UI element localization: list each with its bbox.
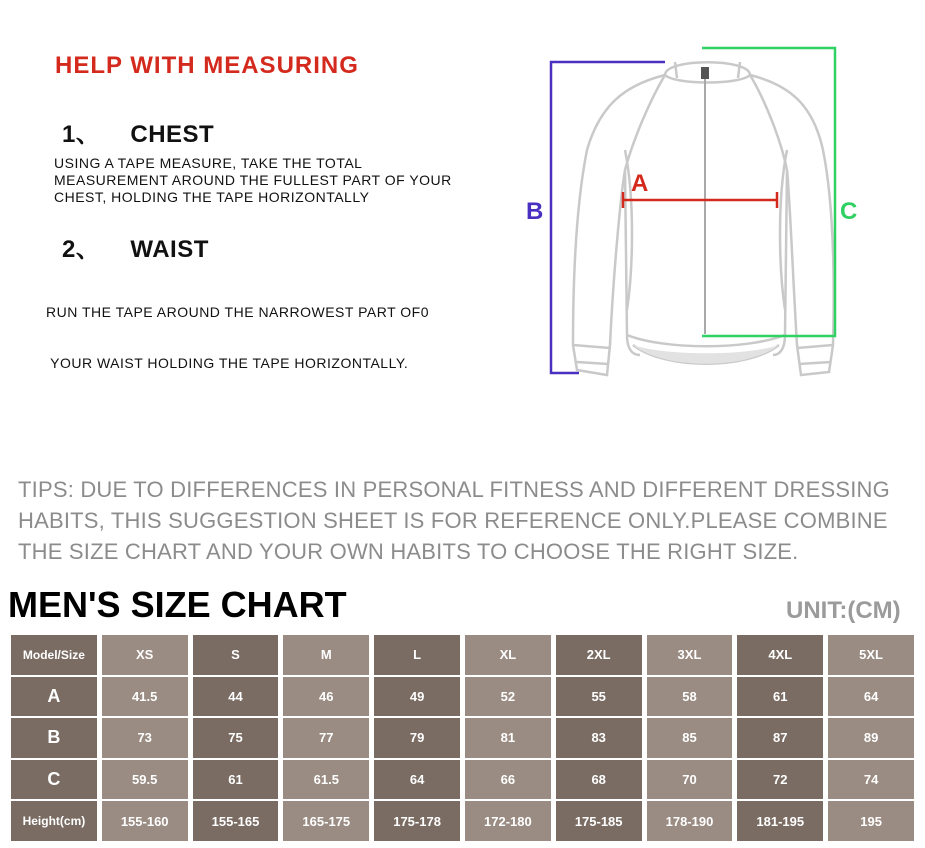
table-cell: 68 [555,759,643,801]
tips-line: THE SIZE CHART AND YOUR OWN HABITS TO CHOOSE THE RIGHT SIZE. [18,539,799,564]
step-1-line: CHEST, HOLDING THE TAPE HORIZONTALLY [54,189,370,205]
step-2-name: WAIST [130,236,209,263]
size-column-header: L [373,634,461,676]
step-1-number: 1、 [62,121,101,148]
table-cell: 64 [373,759,461,801]
table-cell: 172-180 [464,800,552,842]
table-cell: 58 [646,676,734,718]
table-cell: 52 [464,676,552,718]
step-2-number: 2、 [62,236,101,263]
size-chart-table [7,634,918,842]
table-cell: 155-165 [192,800,280,842]
table-row [10,676,915,718]
table-row [10,800,915,842]
zipper-pull [701,67,709,79]
step-1-heading [62,114,214,149]
table-cell: 41.5 [101,676,189,718]
jersey-hem-band [633,345,779,364]
table-cell: 75 [192,717,280,759]
table-cell: 175-178 [373,800,461,842]
row-label: C [10,759,98,801]
help-title: HELP WITH MEASURING [55,52,359,79]
table-cell: 49 [373,676,461,718]
table-cell: 87 [736,717,824,759]
table-cell: 61 [192,759,280,801]
jersey-outline [573,62,834,375]
jersey-measurement-diagram [515,40,895,390]
step-1-line: USING A TAPE MEASURE, TAKE THE TOTAL [54,155,363,171]
table-cell: 85 [646,717,734,759]
table-row [10,717,915,759]
table-cell: 79 [373,717,461,759]
row-label: Height(cm) [10,800,98,842]
step-1-line: MEASUREMENT AROUND THE FULLEST PART OF YOUR [54,172,452,188]
table-cell: 77 [282,717,370,759]
table-cell: 89 [827,717,915,759]
size-column-header: 5XL [827,634,915,676]
table-cell: 74 [827,759,915,801]
table-cell: 64 [827,676,915,718]
table-cell: 61.5 [282,759,370,801]
table-cell: 55 [555,676,643,718]
label-a: A [631,170,649,197]
table-cell: 195 [827,800,915,842]
table-cell: 178-190 [646,800,734,842]
table-cell: 73 [101,717,189,759]
size-chart-title: MEN'S SIZE CHART [8,584,347,625]
tips-text [18,474,923,567]
size-column-header: M [282,634,370,676]
step-2-line: RUN THE TAPE AROUND THE NARROWEST PART OF0 [46,304,429,320]
size-column-header: 4XL [736,634,824,676]
row-label: A [10,676,98,718]
table-cell: 81 [464,717,552,759]
table-cell: 165-175 [282,800,370,842]
table-row [10,759,915,801]
label-c: C [840,198,858,225]
size-column-header: 3XL [646,634,734,676]
row-label: B [10,717,98,759]
table-cell: 83 [555,717,643,759]
measure-c-line [702,48,835,336]
table-cell: 61 [736,676,824,718]
step-2-description [46,270,429,389]
table-cell: 46 [282,676,370,718]
tips-line: HABITS, THIS SUGGESTION SHEET IS FOR REFERENCE ONLY.PLEASE COMBINE [18,508,888,533]
table-cell: 181-195 [736,800,824,842]
table-header-label: Model/Size [10,634,98,676]
unit-label: UNIT:(CM) [786,597,901,624]
table-cell: 155-160 [101,800,189,842]
step-2-heading [62,229,209,264]
step-2-line: YOUR WAIST HOLDING THE TAPE HORIZONTALLY. [46,355,409,371]
tips-line: TIPS: DUE TO DIFFERENCES IN PERSONAL FITNESS AND DIFFERENT DRESSING [18,477,890,502]
table-cell: 66 [464,759,552,801]
table-cell: 59.5 [101,759,189,801]
table-cell: 175-185 [555,800,643,842]
table-cell: 70 [646,759,734,801]
table-cell: 44 [192,676,280,718]
size-column-header: XS [101,634,189,676]
label-b: B [526,198,544,225]
step-1-name: CHEST [130,121,215,148]
size-column-header: XL [464,634,552,676]
size-column-header: 2XL [555,634,643,676]
size-column-header: S [192,634,280,676]
table-cell: 72 [736,759,824,801]
table-header-row [10,634,915,676]
step-1-description [54,155,452,206]
